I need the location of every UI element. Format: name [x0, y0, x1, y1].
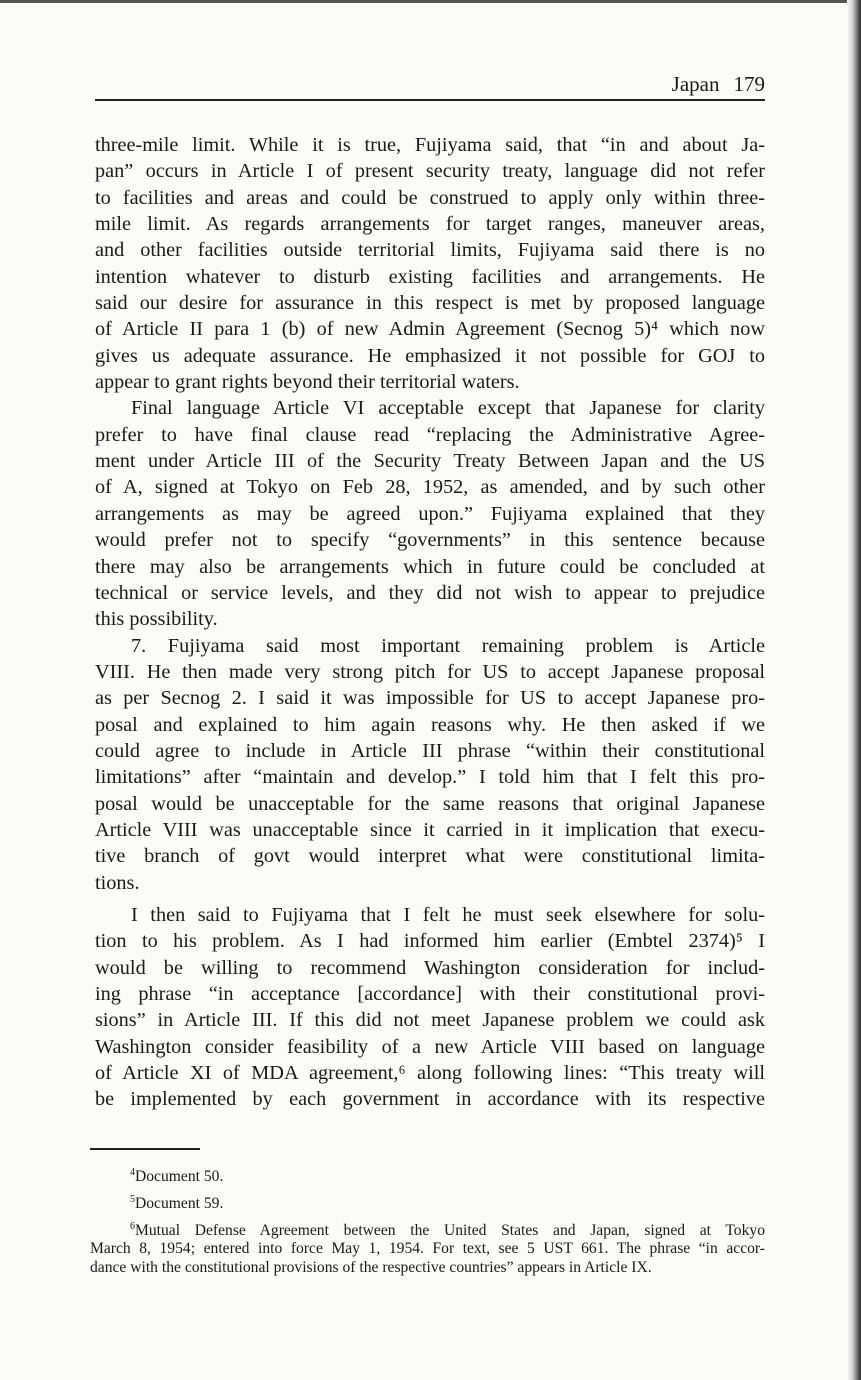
- footnote-text: Mutual Defense Agreement between the United States and Japan, signed at Tokyo: [135, 1222, 765, 1240]
- text-line: of Article II para 1 (b) of new Admin Agreement (Secnog 5)⁴ which now: [95, 318, 765, 341]
- text-line: there may also be arrangements which in future could be concluded at: [95, 555, 765, 578]
- footnote-line: [90, 1164, 765, 1186]
- footnote-text: Document 59.: [135, 1195, 224, 1213]
- paragraph: [95, 902, 765, 1113]
- text-line: posal and explained to him again reasons why. He then asked if we: [95, 713, 765, 736]
- text-line: arrangements as may be agreed upon.” Fujiyama explained that they: [95, 502, 765, 525]
- paragraph: [95, 633, 765, 896]
- text-line: to facilities and areas and could be construed to apply only within three-: [95, 186, 765, 209]
- text-line: three-mile limit. While it is true, Fujiyama said, that “in and about Ja-: [95, 134, 765, 156]
- text-line: intention whatever to disturb existing facilities and arrangements. He: [95, 265, 765, 288]
- text-line: VIII. He then made very strong pitch for US to accept Japanese proposal: [95, 660, 765, 683]
- footnotes: [90, 1164, 765, 1282]
- text-line: as per Secnog 2. I said it was impossible for US to accept Japanese pro-: [95, 687, 765, 710]
- footnote: [90, 1191, 765, 1213]
- text-line: technical or service levels, and they did not wish to appear to prejudice: [95, 581, 765, 604]
- text-line: be implemented by each government in accordance with its respective: [95, 1088, 765, 1111]
- text-line: 7. Fujiyama said most important remaining problem is Article: [131, 634, 765, 657]
- paragraph: [95, 132, 765, 395]
- footnote: [90, 1218, 765, 1277]
- text-line: mile limit. As regards arrangements for target ranges, maneuver areas,: [95, 213, 765, 236]
- footnote-text: dance with the constitutional provisions of the respective countries” appears in Article IX.: [90, 1258, 652, 1276]
- footnote: [90, 1164, 765, 1186]
- binding-shadow: [847, 0, 861, 1380]
- text-line: prefer to have final clause read “replacing the Administrative Agree-: [95, 423, 765, 446]
- footnote-line: [90, 1259, 765, 1277]
- header-section: Japan: [671, 72, 720, 96]
- body-text: [95, 132, 765, 1113]
- text-line: tions.: [95, 871, 140, 894]
- page-top-edge: [0, 0, 861, 3]
- text-line: tive branch of govt would interpret what were constitutional limita-: [95, 845, 765, 868]
- footnote-text: March 8, 1954; entered into force May 1, 1954. For text, see 5 UST 661. The phrase “in accor-: [90, 1240, 765, 1258]
- text-line: of Article XI of MDA agreement,⁶ along following lines: “This treaty will: [95, 1062, 765, 1085]
- text-line: sions” in Article III. If this did not meet Japanese problem we could ask: [95, 1009, 765, 1032]
- text-line: said our desire for assurance in this respect is met by proposed language: [95, 292, 765, 315]
- text-line: gives us adequate assurance. He emphasized it not possible for GOJ to: [95, 344, 765, 367]
- footnote-text: Document 50.: [135, 1168, 224, 1186]
- text-line: this possibility.: [95, 608, 218, 631]
- paragraph: [95, 395, 765, 632]
- footnote-line: [90, 1191, 765, 1213]
- text-line: would prefer not to specify “governments” in this sentence because: [95, 529, 765, 552]
- footnote-line: [90, 1218, 765, 1240]
- text-line: and other facilities outside territorial limits, Fujiyama said there is no: [95, 239, 765, 262]
- text-line: I then said to Fujiyama that I felt he must seek elsewhere for solu-: [131, 903, 765, 926]
- text-line: posal would be unacceptable for the same reasons that original Japanese: [95, 792, 765, 815]
- running-header: [95, 72, 765, 97]
- text-line: Final language Article VI acceptable except that Japanese for clarity: [131, 397, 765, 420]
- header-rule: [95, 99, 765, 101]
- text-line: appear to grant rights beyond their territorial waters.: [95, 371, 520, 394]
- text-line: ment under Article III of the Security Treaty Between Japan and the US: [95, 450, 765, 473]
- text-line: tion to his problem. As I had informed him earlier (Embtel 2374)⁵ I: [95, 930, 765, 953]
- footnote-mark: 6: [130, 1220, 135, 1232]
- footnote-rule: [90, 1148, 200, 1150]
- text-line: limitations” after “maintain and develop.” I told him that I felt this pro-: [95, 766, 765, 789]
- text-line: could agree to include in Article III phrase “within their constitutional: [95, 739, 765, 762]
- footnote-mark: 5: [130, 1193, 135, 1205]
- page-number: 179: [733, 72, 765, 96]
- footnote-mark: 4: [130, 1167, 135, 1178]
- text-line: pan” occurs in Article I of present security treaty, language did not refer: [95, 160, 765, 183]
- text-line: ing phrase “in acceptance [accordance] with their constitutional provi-: [95, 983, 765, 1005]
- text-line: Washington consider feasibility of a new Article VIII based on language: [95, 1035, 765, 1058]
- text-line: Article VIII was unacceptable since it carried in it implication that execu-: [95, 818, 765, 841]
- text-line: would be willing to recommend Washington consideration for includ-: [95, 956, 765, 979]
- footnote-line: [90, 1240, 765, 1258]
- text-line: of A, signed at Tokyo on Feb 28, 1952, as amended, and by such other: [95, 476, 765, 499]
